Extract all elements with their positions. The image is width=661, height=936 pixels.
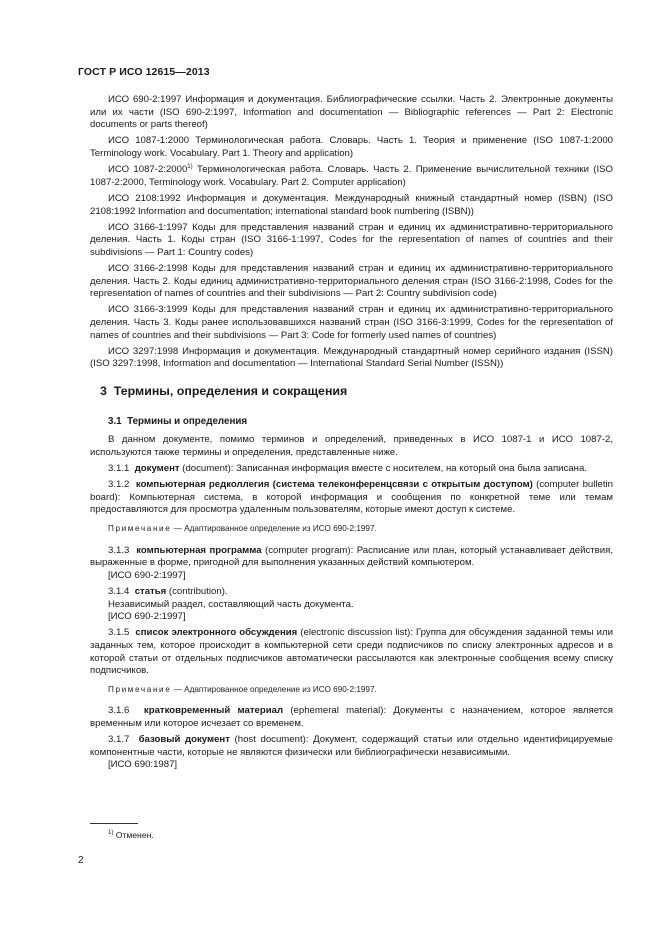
- reference-iso-3166-3: ИСО 3166-3:1999 Коды для представления названий стран и единиц их административно-территориального деления. Часть 3. Коды ранее использовавшихся названий стран (ISO 3166-3:1999, Codes for the representation of names of countries and their subdivisions — Part 3: Code for formerly used names of countries): [90, 304, 613, 341]
- footnote-ref[interactable]: 1): [187, 163, 193, 170]
- term-number: 3.1.1: [108, 463, 130, 474]
- term-definition: (computer program): Расписание или план, который устанавливает действия, выраженные в форме, пригодной для выполнения указанных действий компьютером.: [90, 544, 613, 569]
- term-definition: (document): Записанная информация вместе с носителем, на который она была записана.: [179, 463, 587, 474]
- reference-iso-3297: ИСО 3297:1998 Информация и документация. Международный стандартный номер серийного издания (ISSN) (ISO 3297:1998, Information and documentation — International Standard Serial Number (ISSN)): [90, 345, 613, 370]
- note-1: [90, 523, 613, 536]
- term-name: кратковременный материал: [143, 705, 284, 717]
- reference-iso-3166-2: ИСО 3166-2:1998 Коды для представления названий стран и единиц их административно-территориального деления. Часть 2. Коды единиц административно-территориального деления стран (ISO 3166-2:1998, Codes for the representation of names of countries and their subdivisions — Part 2: Country subdivision code): [90, 263, 613, 300]
- section-heading: [100, 385, 613, 398]
- footnote-mark: 1): [108, 830, 114, 837]
- term-3-1-7: [90, 734, 613, 759]
- reference-iso-1087-1: ИСО 1087-1:2000 Терминологическая работа. Словарь. Часть 1. Теория и применение (ISO 1087-1:2000 Terminology work. Vocabulary. Part 1. Theory and application): [90, 135, 613, 159]
- reference-iso-3166-1: ИСО 3166-1:1997 Коды для представления названий стран и единиц их административно-территориального деления. Часть 1. Коды стран (ISO 3166-1:1997, Codes for the representation of names of countries and their subdivisions — Part 1: Country codes): [90, 221, 613, 258]
- term-3-1-4: [90, 586, 613, 599]
- term-definition-line: Независимый раздел, составляющий часть документа.: [108, 598, 354, 610]
- term-name: компьютерная программа: [136, 544, 262, 556]
- term-source: [ИСО 690-2:1997]: [108, 611, 186, 623]
- term-number: 3.1.7: [108, 734, 130, 746]
- document-header: ГОСТ Р ИСО 12615—2013: [78, 66, 210, 78]
- term-source: [ИСО 690:1987]: [108, 759, 178, 771]
- subsection-heading: [108, 416, 613, 429]
- term-3-1-5: [90, 627, 613, 677]
- term-definition: (ephemeral material): Документы с назначением, которое является временным или которое исчезает со временем.: [90, 705, 613, 729]
- term-name: документ: [134, 463, 180, 474]
- term-definition: (contribution).: [166, 585, 228, 597]
- note-text: — Адаптированное определение из ИСО 690-2:1997.: [171, 684, 377, 694]
- term-name: список электронного обсуждения: [135, 627, 298, 639]
- reference-text: Терминологическая работа. Словарь. Часть 2. Применение вычислительной техники (ISO 1087-2:2000, Terminology work. Vocabulary. Part 2. Computer application): [90, 164, 614, 188]
- section-intro: В данном документе, помимо терминов и определений, приведенных в ИСО 1087-1 и ИСО 1087-2, используются также термины и определения, представленные ниже.: [90, 434, 613, 458]
- term-source: [ИСО 690-2:1997]: [108, 569, 186, 581]
- term-definition: (computer bulletin board): Компьютерная система, в которой информация и сообщения по конкретной теме или темам предоставляются для просмотра удаленным пользователям, которые имеют доступ к системе.: [90, 479, 613, 516]
- note-2: [90, 684, 613, 697]
- subsection-number: 3.1: [108, 415, 122, 427]
- term-3-1-1: [90, 463, 613, 476]
- footnote-text: Отменен.: [115, 830, 154, 840]
- term-definition: (electronic discussion list): Группа для обсуждения заданной темы или заданных тем, которое происходит в компьютерной сети среди подписчиков по списку электронных адресов и в которой статьи от отдельных подписчиков автоматически рассылаются как электронные сообщения всему списку подписчиков.: [90, 627, 613, 677]
- term-number: 3.1.4: [108, 585, 130, 597]
- term-3-1-6: [90, 705, 613, 730]
- section-title: Термины, определения и сокращения: [113, 384, 348, 399]
- reference-iso-2108: ИСО 2108:1992 Информация и документация. Международный книжный стандартный номер (ISBN) (ISO 2108:1992 Information and documentation; international standard book numbering (ISBN)): [90, 192, 613, 217]
- note-label: Примечание: [108, 523, 172, 533]
- reference-iso-1087-2: [90, 164, 613, 189]
- term-3-1-3: [90, 545, 613, 570]
- section-number: 3: [100, 384, 107, 399]
- reference-code: ИСО 1087-2:2000: [108, 164, 188, 176]
- page-number: 2: [78, 855, 84, 866]
- reference-iso-690-2: ИСО 690-2:1997 Информация и документация. Библиографические ссылки. Часть 2. Электронные документы или их части (ISO 690-2:1997, Information and documentation — Bibliographic references — Part 2: Electronic documents or parts thereof): [90, 94, 613, 131]
- term-number: 3.1.2: [108, 479, 130, 491]
- term-number: 3.1.5: [108, 627, 130, 639]
- term-name: статья: [134, 585, 167, 597]
- document-body: [90, 94, 613, 775]
- term-3-1-2: [90, 479, 613, 517]
- term-number: 3.1.6: [108, 705, 130, 717]
- term-number: 3.1.3: [108, 544, 130, 556]
- term-definition: (host document): Документ, содержащий статьи или отдельно идентифицируемые компонентные части, которые не являются физически или библиографически независимыми.: [90, 734, 613, 758]
- footnote-separator: [90, 823, 138, 824]
- note-label: Примечание: [108, 684, 172, 694]
- term-name: компьютерная редколлегия (система телеконференцсвязи с открытым доступом): [135, 479, 533, 491]
- term-name: базовый документ: [138, 734, 230, 746]
- footnote: [108, 830, 154, 840]
- subsection-title: Термины и определения: [127, 415, 248, 427]
- note-text: — Адаптированное определение из ИСО 690-2:1997.: [171, 523, 377, 533]
